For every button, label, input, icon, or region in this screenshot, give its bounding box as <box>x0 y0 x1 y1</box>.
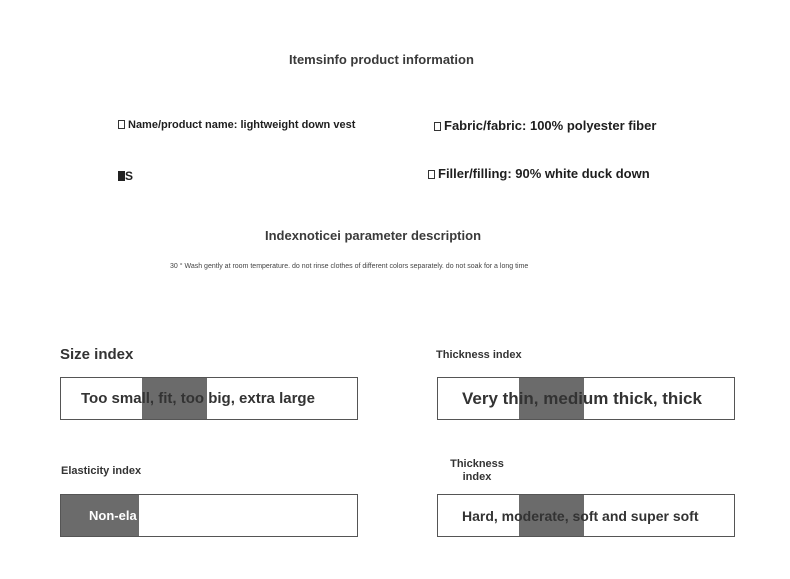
square-icon <box>118 171 125 181</box>
filler-text: Filler/filling: 90% white duck down <box>438 166 650 181</box>
elasticity-index-options: Non-ela <box>89 508 137 523</box>
thickness-index-label: Thickness index <box>436 349 522 361</box>
softness-index-box <box>437 494 735 537</box>
checkbox-icon <box>428 170 435 179</box>
product-name-row <box>118 119 355 131</box>
product-name-text: Name/product name: lightweight down vest <box>128 119 356 131</box>
softness-index-label <box>446 458 508 484</box>
elasticity-index-label: Elasticity index <box>61 465 142 477</box>
notice-title: Indexnoticei parameter description <box>265 228 482 243</box>
checkbox-icon <box>118 120 125 129</box>
fabric-row <box>434 118 656 133</box>
size-mark-text: S <box>125 169 134 183</box>
softness-index-label-text: Thickness index <box>450 458 504 483</box>
fabric-text: Fabric/fabric: 100% polyester fiber <box>444 118 657 133</box>
thickness-index-box <box>437 377 735 420</box>
elasticity-index-box <box>60 494 358 537</box>
filler-row <box>428 166 650 181</box>
wash-instructions: 30 ° Wash gently at room temperature. do not rinse clothes of different colors separately. do not soak for a long time <box>170 263 529 270</box>
size-index-options: Too small, fit, too big, extra large <box>81 390 315 407</box>
checkbox-icon <box>434 122 441 131</box>
softness-index-options: Hard, moderate, soft and super soft <box>462 507 699 524</box>
size-index-label: Size index <box>60 346 134 363</box>
size-mark <box>118 169 133 183</box>
thickness-index-options: Very thin, medium thick, thick <box>462 388 702 408</box>
product-info-title: Itemsinfo product information <box>289 52 474 67</box>
size-index-box <box>60 377 358 420</box>
